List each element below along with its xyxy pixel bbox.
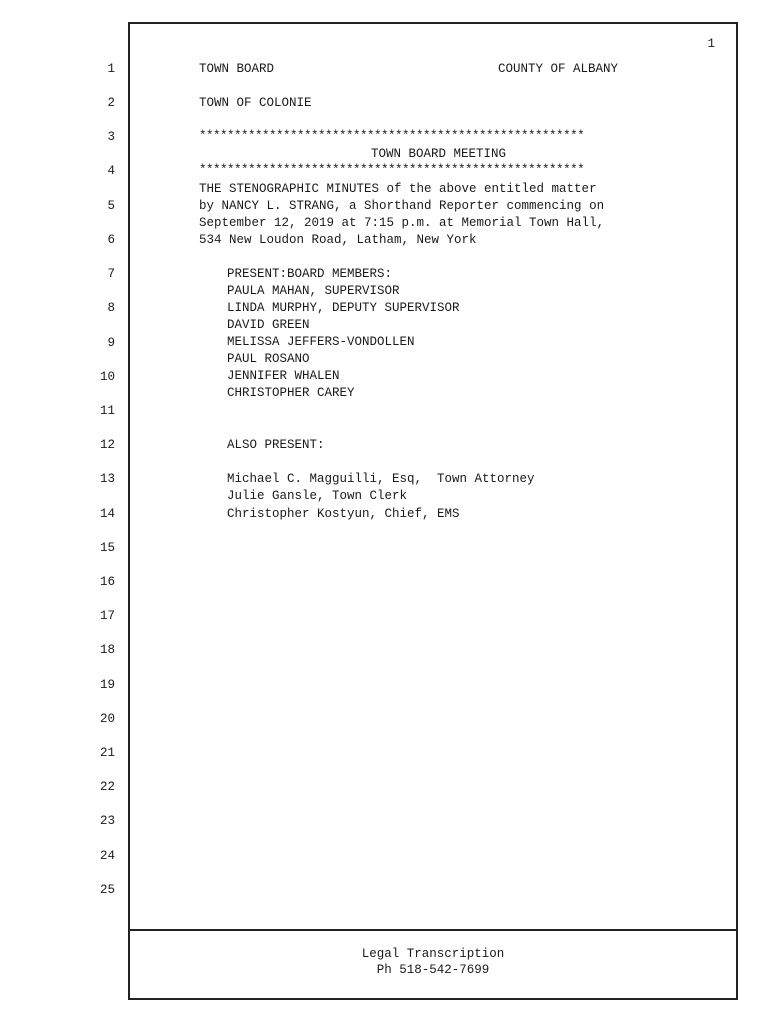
board-member: PAULA MAHAN, SUPERVISOR bbox=[227, 284, 400, 298]
line-number: 23 bbox=[99, 814, 115, 828]
line-number: 2 bbox=[107, 96, 115, 110]
asterisk-rule-top: ******************************************************* bbox=[199, 129, 585, 143]
line-number: 19 bbox=[99, 678, 115, 692]
intro-line: by NANCY L. STRANG, a Shorthand Reporter commencing on bbox=[199, 199, 605, 213]
line-number: 20 bbox=[99, 712, 115, 726]
board-member: JENNIFER WHALEN bbox=[227, 369, 340, 383]
line-number: 24 bbox=[99, 849, 115, 863]
board-member: MELISSA JEFFERS-VONDOLLEN bbox=[227, 335, 415, 349]
line-number: 1 bbox=[107, 62, 115, 76]
meeting-title: TOWN BOARD MEETING bbox=[371, 147, 507, 161]
intro-line: 534 New Loudon Road, Latham, New York bbox=[199, 233, 477, 247]
board-member: PAUL ROSANO bbox=[227, 352, 310, 366]
line-number: 14 bbox=[99, 507, 115, 521]
footer-divider bbox=[128, 929, 738, 931]
header-right: COUNTY OF ALBANY bbox=[498, 62, 619, 76]
intro-line: September 12, 2019 at 7:15 p.m. at Memorial Town Hall, bbox=[199, 216, 605, 230]
board-member: LINDA MURPHY, DEPUTY SUPERVISOR bbox=[227, 301, 460, 315]
line-number: 4 bbox=[107, 164, 115, 178]
line-number: 18 bbox=[99, 643, 115, 657]
line-number: 15 bbox=[99, 541, 115, 555]
line-number: 22 bbox=[99, 780, 115, 794]
line-number: 16 bbox=[99, 575, 115, 589]
line-number: 5 bbox=[107, 199, 115, 213]
also-present-heading: ALSO PRESENT: bbox=[227, 438, 325, 452]
line-number: 17 bbox=[99, 609, 115, 623]
intro-line: THE STENOGRAPHIC MINUTES of the above entitled matter bbox=[199, 182, 597, 196]
line-number: 21 bbox=[99, 746, 115, 760]
board-member: CHRISTOPHER CAREY bbox=[227, 386, 355, 400]
line-number: 25 bbox=[99, 883, 115, 897]
line-number: 3 bbox=[107, 130, 115, 144]
line-number: 13 bbox=[99, 472, 115, 486]
page-number: 1 bbox=[707, 37, 715, 51]
attendee: Michael C. Magguilli, Esq, Town Attorney bbox=[227, 472, 535, 486]
board-member: DAVID GREEN bbox=[227, 318, 310, 332]
line-number: 12 bbox=[99, 438, 115, 452]
line-number: 7 bbox=[107, 267, 115, 281]
line-number: 6 bbox=[107, 233, 115, 247]
line-number: 11 bbox=[99, 404, 115, 418]
line-number: 8 bbox=[107, 301, 115, 315]
attendee: Christopher Kostyun, Chief, EMS bbox=[227, 507, 460, 521]
present-heading: PRESENT:BOARD MEMBERS: bbox=[227, 267, 393, 281]
line-number: 9 bbox=[107, 336, 115, 350]
line-number: 10 bbox=[99, 370, 115, 384]
header-town: TOWN OF COLONIE bbox=[199, 96, 312, 110]
asterisk-rule-bottom: ******************************************************* bbox=[199, 163, 585, 177]
footer-line-1: Legal Transcription bbox=[361, 947, 505, 961]
header-left: TOWN BOARD bbox=[199, 62, 275, 76]
attendee: Julie Gansle, Town Clerk bbox=[227, 489, 408, 503]
footer-line-2: Ph 518-542-7699 bbox=[376, 963, 490, 977]
